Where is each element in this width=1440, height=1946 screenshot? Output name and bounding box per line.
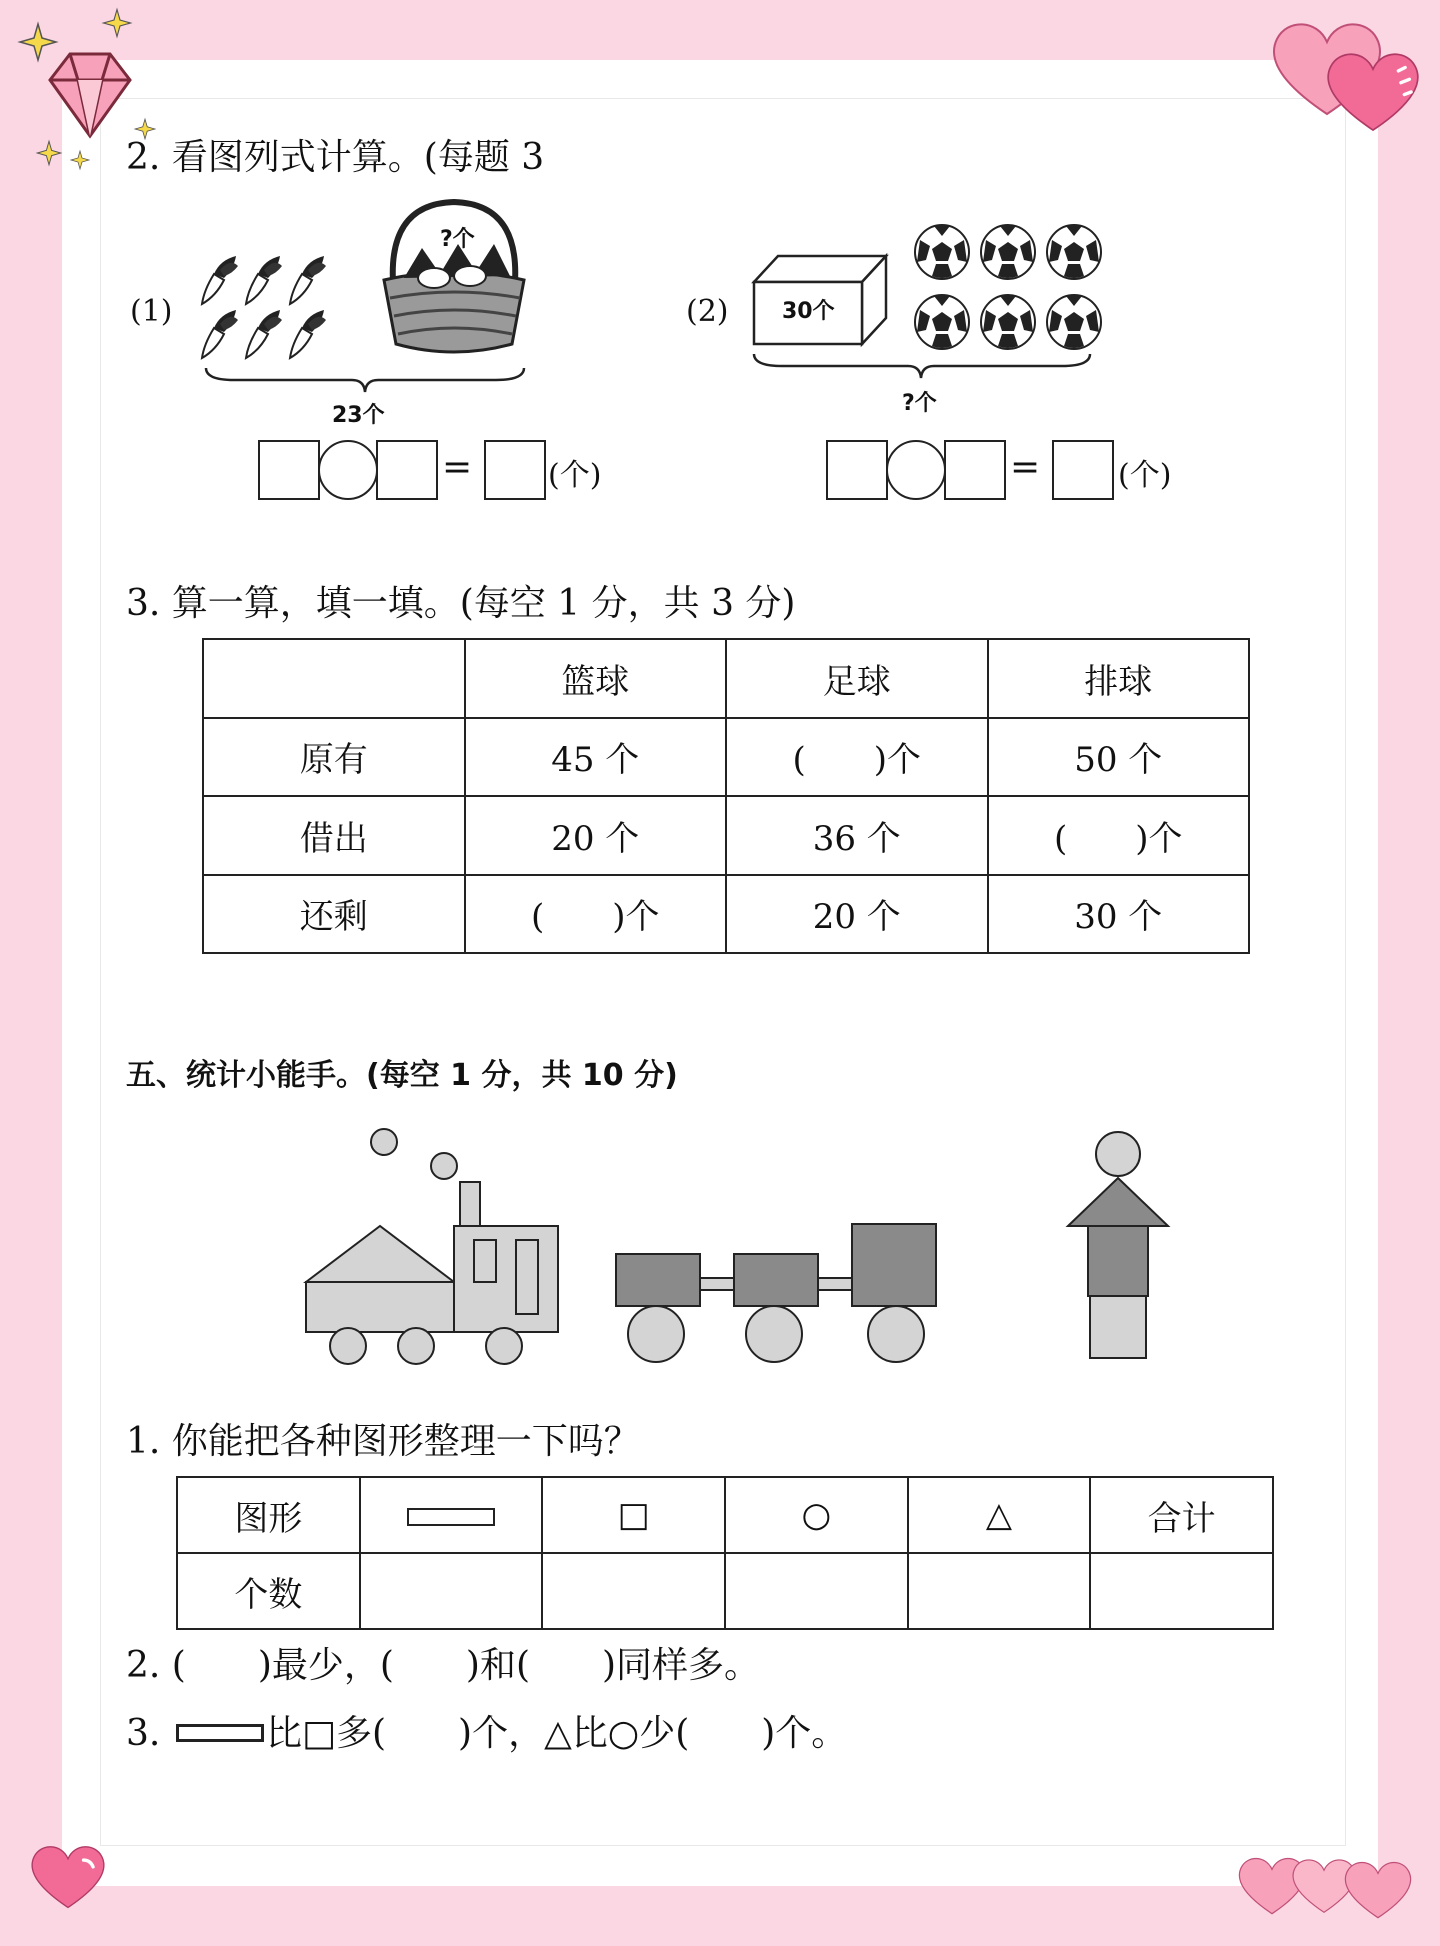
answer-box[interactable]	[944, 440, 1006, 500]
answer-box[interactable]	[826, 440, 888, 500]
soccer-balls-illustration	[914, 222, 1108, 352]
q2-title: 2. 看图列式计算。(每题 3	[126, 137, 545, 178]
circle-header: ○	[725, 1477, 908, 1553]
brace-23	[204, 366, 526, 396]
table-header-row	[177, 1477, 1273, 1553]
long-rectangle-icon	[407, 1508, 495, 1526]
answer-box[interactable]	[376, 440, 438, 500]
table-cell: 20 个	[726, 875, 988, 954]
ball-inventory-table	[202, 638, 1250, 954]
header-cell: 足球	[726, 639, 988, 718]
radish-group-illustration	[200, 246, 350, 366]
header-cell: 图形	[177, 1477, 360, 1553]
equals-sign: =	[1010, 447, 1041, 488]
q2-p2-label: (2)	[686, 294, 729, 329]
row-label: 原有	[203, 718, 465, 797]
answer-box[interactable]	[484, 440, 546, 500]
heart-icon	[1318, 40, 1428, 144]
triangle-header: △	[908, 1477, 1091, 1553]
blank-cell[interactable]: ( )个	[988, 796, 1250, 875]
table-row	[203, 718, 1249, 797]
q2-p1-label: (1)	[130, 294, 173, 329]
square-header: □	[542, 1477, 725, 1553]
table-cell: 20 个	[465, 796, 727, 875]
blank-cell[interactable]	[542, 1553, 725, 1629]
blank-cell[interactable]	[1090, 1553, 1273, 1629]
heart-icon	[1338, 1854, 1418, 1926]
long-rectangle-header	[360, 1477, 543, 1553]
blank-cell[interactable]	[360, 1553, 543, 1629]
header-cell: 篮球	[465, 639, 727, 718]
operator-circle[interactable]	[886, 440, 946, 500]
row-label: 借出	[203, 796, 465, 875]
total-header: 合计	[1090, 1477, 1273, 1553]
blank-cell[interactable]: ( )个	[726, 718, 988, 797]
brace-question	[752, 352, 1092, 382]
shapes-train-illustration	[300, 1120, 1170, 1370]
long-rectangle-icon	[176, 1724, 264, 1742]
table-row	[203, 875, 1249, 954]
table-cell: 36 个	[726, 796, 988, 875]
table-cell: 50 个	[988, 718, 1250, 797]
section5-title: 五、统计小能手。(每空 1 分，共 10 分)	[126, 1058, 678, 1093]
row-label: 个数	[177, 1553, 360, 1629]
blank-cell[interactable]	[908, 1553, 1091, 1629]
table-header-row	[203, 639, 1249, 718]
heart-icon	[24, 1836, 112, 1918]
unknown-total-label: ?个	[902, 391, 937, 416]
header-cell: 排球	[988, 639, 1250, 718]
basket-count-label: ?个	[440, 227, 475, 252]
shape-count-table	[176, 1476, 1274, 1630]
blank-cell[interactable]	[725, 1553, 908, 1629]
basket-illustration	[374, 194, 534, 364]
answer-box[interactable]	[1052, 440, 1114, 500]
table-row	[177, 1553, 1273, 1629]
s5q2-text: 2. ( )最少，( )和( )同样多。	[126, 1645, 761, 1686]
header-cell	[203, 639, 465, 718]
unit-label: (个)	[1118, 458, 1172, 493]
box-count-label: 30个	[782, 299, 835, 324]
sparkle-icon	[70, 150, 90, 170]
sparkle-icon	[102, 8, 132, 38]
s5q3-prefix: 3.	[126, 1713, 161, 1754]
answer-box[interactable]	[258, 440, 320, 500]
table-row	[203, 796, 1249, 875]
sparkle-icon	[36, 140, 62, 166]
operator-circle[interactable]	[318, 440, 378, 500]
row-label: 还剩	[203, 875, 465, 954]
table-cell: 30 个	[988, 875, 1250, 954]
q3-title: 3. 算一算，填一填。(每空 1 分，共 3 分)	[126, 583, 796, 624]
total-count-label: 23个	[332, 403, 385, 428]
s5q3-text: 比□多( )个，△比○少( )个。	[266, 1713, 848, 1754]
unit-label: (个)	[548, 458, 602, 493]
equals-sign: =	[442, 447, 473, 488]
s5q1-title: 1. 你能把各种图形整理一下吗？	[126, 1421, 640, 1462]
table-cell: 45 个	[465, 718, 727, 797]
sparkle-icon	[18, 22, 58, 62]
blank-cell[interactable]: ( )个	[465, 875, 727, 954]
